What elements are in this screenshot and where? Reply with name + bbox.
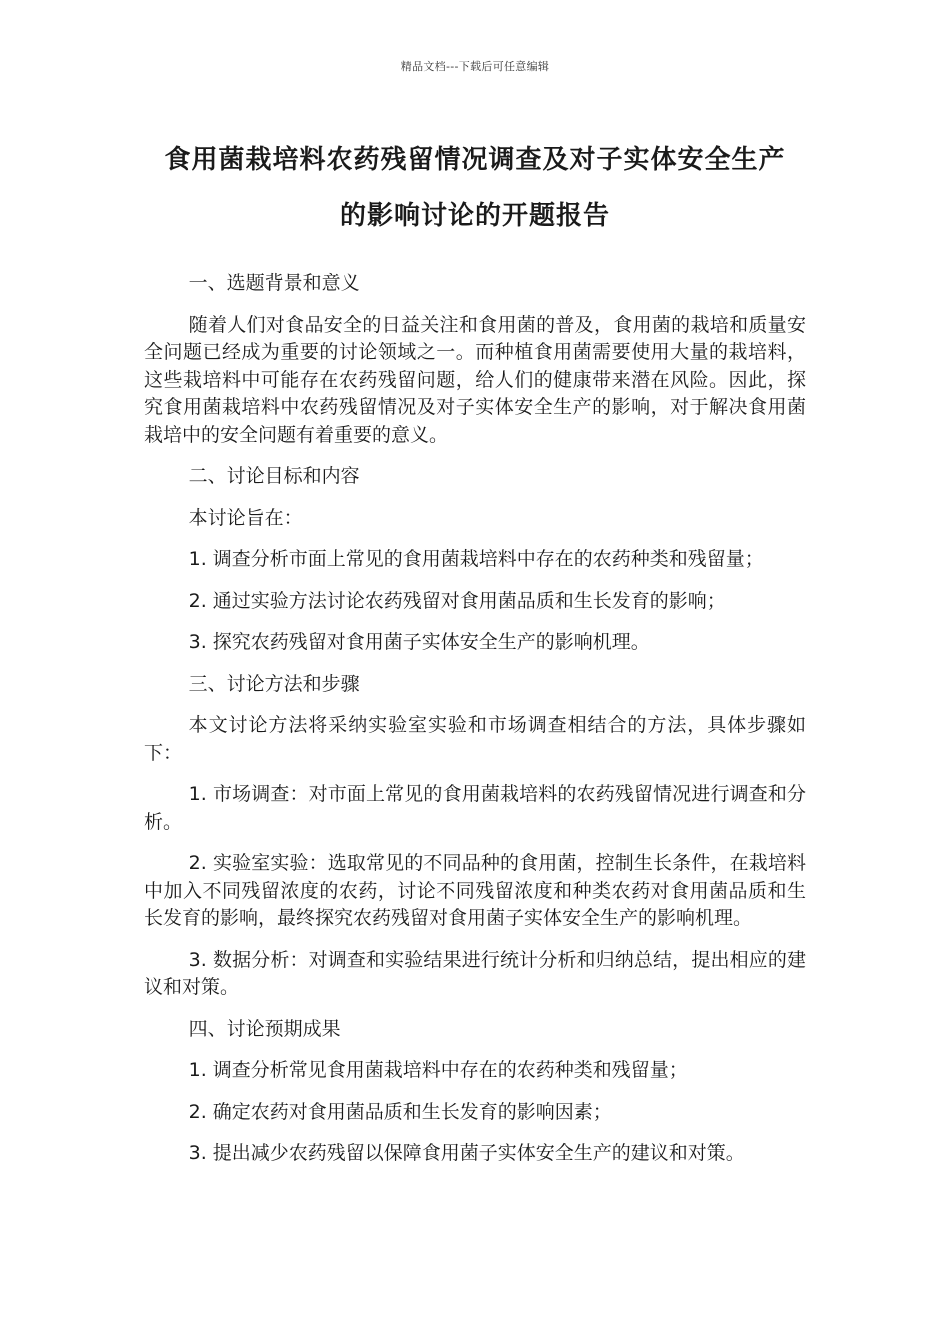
title-line-1: 食用菌栽培料农药残留情况调查及对子实体安全生产 — [164, 145, 786, 175]
header-note: 精品文档---下载后可任意编辑 — [400, 60, 550, 73]
paragraph-background: 随着人们对食品安全的日益关注和食用菌的普及，食用菌的栽培和质量安全问题已经成为重要的讨论领域之一。而种植食用菌需要使用大量的栽培料，这些栽培料中可能存在农药残留问题，给人们的健康带来潜在风险。因此，探究食用菌栽培料中农药残留情况及对子实体安全生产的影响，对于解决食用菌栽培中的安全问题有着重要的意义。 — [144, 313, 806, 446]
list-item-objective-1: 1. 调查分析市面上常见的食用菌栽培料中存在的农药种类和残留量； — [188, 548, 764, 570]
list-item-method-1: 1. 市场调查：对市面上常见的食用菌栽培料的农药残留情况进行调查和分析。 — [144, 783, 806, 833]
list-item-objective-2: 2. 通过实验方法讨论农药残留对食用菌品质和生长发育的影响； — [188, 589, 726, 612]
document-body — [144, 270, 806, 1182]
list-item-outcome-1: 1. 调查分析常见食用菌栽培料中存在的农药种类和残留量； — [188, 1059, 688, 1081]
section-heading-objectives: 二、讨论目标和内容 — [188, 465, 360, 487]
list-item-outcome-2: 2. 确定农药对食用菌品质和生长发育的影响因素； — [188, 1100, 612, 1123]
section-heading-outcomes: 四、讨论预期成果 — [188, 1017, 341, 1040]
list-item-method-2: 2. 实验室实验：选取常见的不同品种的食用菌，控制生长条件，在栽培料中加入不同残留浓度的农药，讨论不同残留浓度和种类农药对食用菌品质和生长发育的影响，最终探究农药残留对食用菌子实体安全生产的影响机理。 — [144, 852, 806, 929]
title-line-2: 的影响讨论的开题报告 — [339, 201, 610, 231]
paragraph-methods-intro: 本文讨论方法将采纳实验室实验和市场调查相结合的方法，具体步骤如下： — [144, 714, 806, 764]
list-item-method-3: 3. 数据分析：对调查和实验结果进行统计分析和归纳总结，提出相应的建议和对策。 — [144, 948, 806, 998]
document-title — [140, 132, 810, 244]
paragraph-objectives-intro: 本讨论旨在： — [188, 506, 303, 529]
list-item-objective-3: 3. 探究农药残留对食用菌子实体安全生产的影响机理。 — [188, 631, 650, 653]
list-item-outcome-3: 3. 提出减少农药残留以保障食用菌子实体安全生产的建议和对策。 — [188, 1142, 745, 1164]
section-heading-methods: 三、讨论方法和步骤 — [188, 672, 360, 695]
section-heading-background: 一、选题背景和意义 — [188, 272, 360, 294]
